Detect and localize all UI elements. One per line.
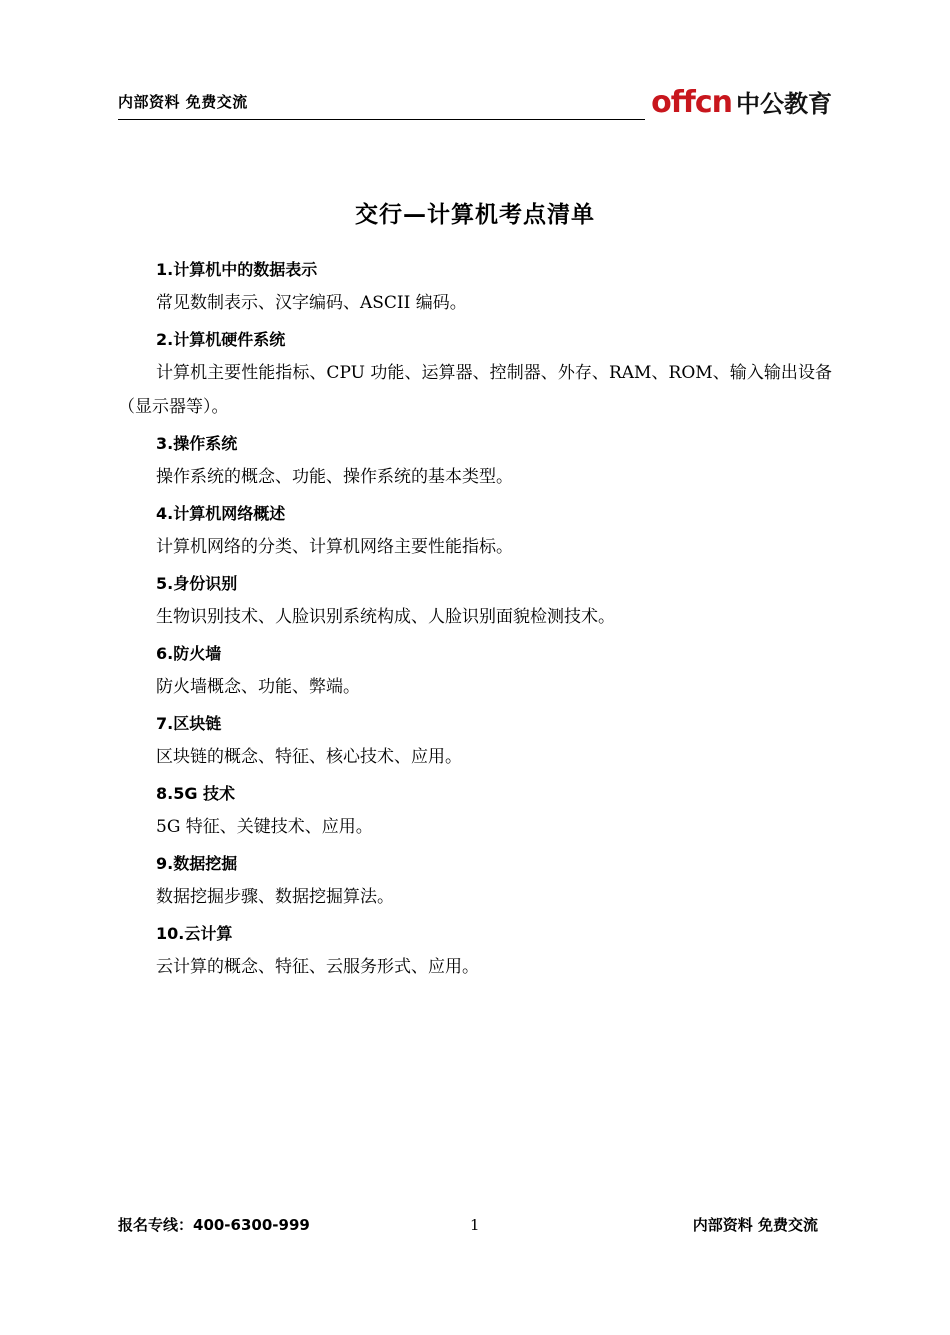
section-4: [118, 498, 832, 564]
footer-hotline: 报名专线：400-6300-999: [118, 1216, 310, 1234]
offcn-logo: [651, 85, 832, 120]
header-rule: [118, 119, 645, 120]
page-footer: [118, 1214, 832, 1238]
section-body: 云计算的概念、特征、云服务形式、应用。: [156, 957, 479, 977]
section-body: 计算机主要性能指标、CPU 功能、运算器、控制器、外存、RAM、ROM、输入输出设备（显示器等）。: [118, 363, 832, 417]
section-2: [118, 324, 832, 424]
section-9: [118, 848, 832, 914]
section-body: 生物识别技术、人脸识别系统构成、人脸识别面貌检测技术。: [156, 607, 615, 627]
section-body: 防火墙概念、功能、弊端。: [156, 677, 360, 697]
section-heading: 4.计算机网络概述: [156, 504, 286, 523]
logo-cn-text: 中公教育: [736, 90, 832, 118]
section-heading: 2.计算机硬件系统: [156, 330, 286, 349]
header-left-text: 内部资料 免费交流: [118, 93, 248, 111]
section-body: 常见数制表示、汉字编码、ASCII 编码。: [156, 293, 467, 313]
section-6: [118, 638, 832, 704]
section-heading: 5.身份识别: [156, 574, 238, 593]
document-title: 交行—计算机考点清单: [355, 202, 595, 228]
section-7: [118, 708, 832, 774]
section-heading: 7.区块链: [156, 714, 222, 733]
section-body: 计算机网络的分类、计算机网络主要性能指标。: [156, 537, 513, 557]
footer-right-text: 内部资料 免费交流: [692, 1216, 818, 1234]
section-heading: 6.防火墙: [156, 644, 222, 663]
section-5: [118, 568, 832, 634]
section-body: 5G 特征、关键技术、应用。: [156, 817, 373, 837]
section-10: [118, 918, 832, 984]
section-body: 区块链的概念、特征、核心技术、应用。: [156, 747, 462, 767]
section-1: [118, 254, 832, 320]
section-body: 操作系统的概念、功能、操作系统的基本类型。: [156, 467, 513, 487]
section-heading: 3.操作系统: [156, 434, 238, 453]
page-header: [118, 84, 832, 120]
section-heading: 10.云计算: [156, 924, 233, 943]
page-number: 1: [470, 1216, 480, 1234]
section-heading: 8.5G 技术: [156, 784, 236, 803]
logo-latin-text: offcn: [651, 85, 732, 120]
section-heading: 1.计算机中的数据表示: [156, 260, 318, 279]
section-8: [118, 778, 832, 844]
content-list: [118, 254, 832, 988]
section-body: 数据挖掘步骤、数据挖掘算法。: [156, 887, 394, 907]
section-heading: 9.数据挖掘: [156, 854, 238, 873]
section-3: [118, 428, 832, 494]
